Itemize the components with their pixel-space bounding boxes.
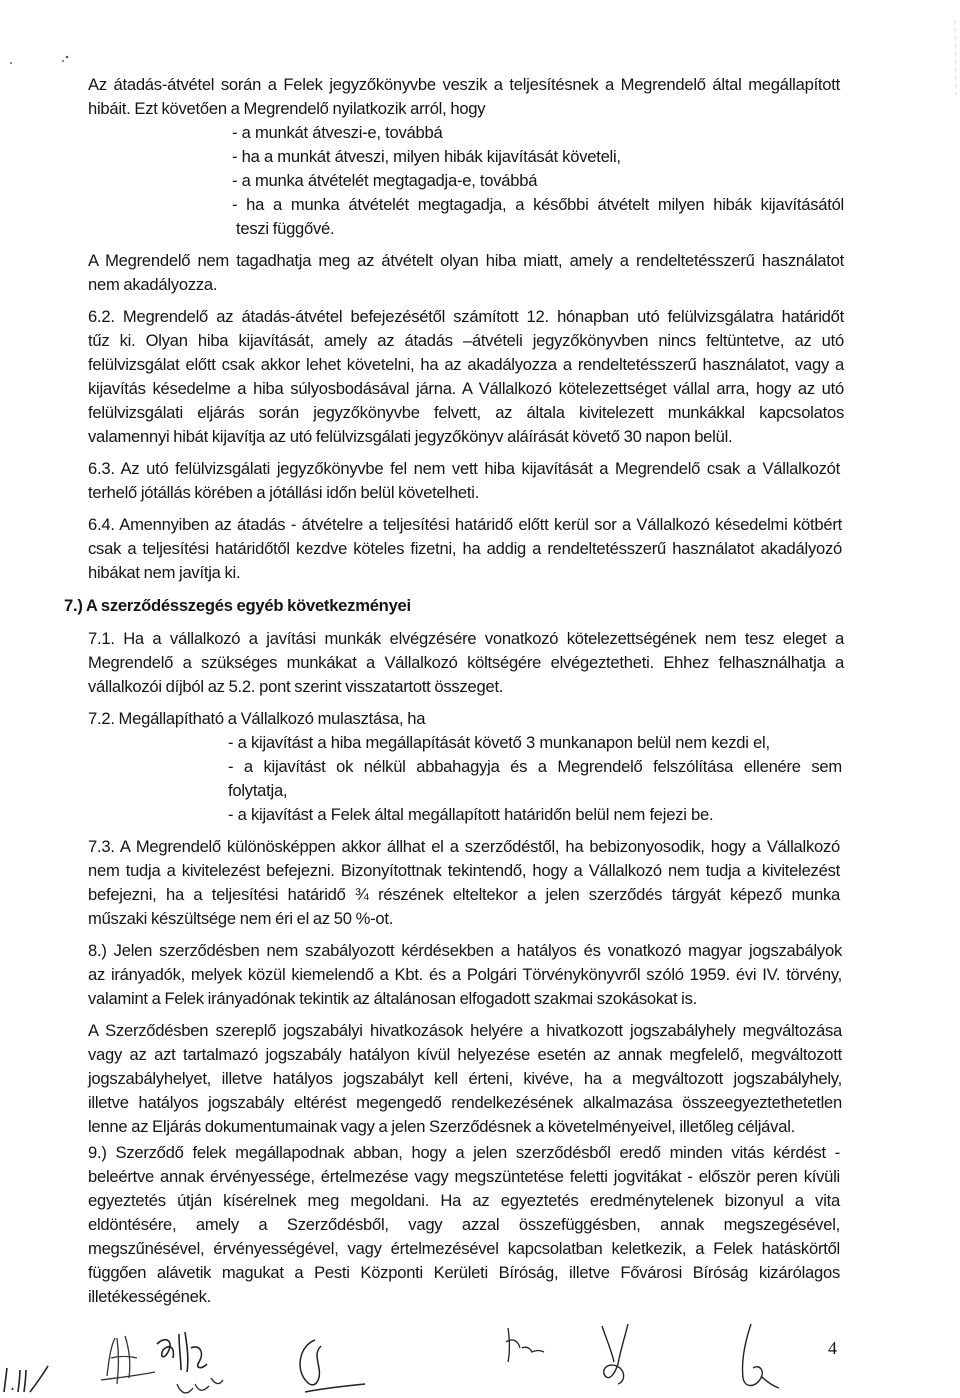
page-number: 4 xyxy=(828,1338,837,1358)
section-7-3-line-1: 7.3. A Megrendelő különösképpen akkor állhat el a szerződéstől, ha bebizonyosodik, hogy a Vállalkozó xyxy=(88,837,840,856)
section-8b-line-4: illetve hatályos jogszabály eltérést megengedő rendelkezésének alkalmazása összeegyeztethetetlen xyxy=(88,1093,842,1112)
signature-1 xyxy=(95,1318,235,1398)
section-8b-line-2: vagy az azt tartalmazó jogszabály hatályon kívül helyezése esetén az annak megfelelő, megváltozott xyxy=(88,1045,842,1064)
section-8-line-3: valamint a Felek irányadónak tekintik az általánosan elfogadott szakmai szokásokat is. xyxy=(88,989,698,1008)
signature-5 xyxy=(725,1318,785,1394)
section-8b-line-1: A Szerződésben szereplő jogszabályi hivatkozások helyére a hivatkozott jogszabályhely megváltozása xyxy=(88,1021,842,1040)
intro-bullet-1: - a munkát átveszi-e, továbbá xyxy=(232,123,443,142)
section-7-1-line-3: vállalkozói díjból az 5.2. pont szerint visszatartott összeget. xyxy=(88,677,504,696)
intro-bullet-3: - a munka átvételét megtagadja-e, továbbá xyxy=(232,171,538,190)
initials-margin xyxy=(0,1362,60,1398)
section-7-2-bullet-3: - a kijavítást a Felek által megállapított határidőn belül nem fejezi be. xyxy=(228,805,714,824)
section-9-line-2: beleértve annak érvényessége, értelmezése vagy megszüntetése feletti jogvitákat - először peren kívüli xyxy=(88,1167,840,1186)
section-8-line-1: 8.) Jelen szerződésben nem szabályozott kérdésekben a hatályos és vonatkozó magyar jogszabályok xyxy=(88,941,842,960)
section-6-2-line-5: felülvizsgálati eljárás során jegyzőkönyvbe felvett, az általa kivitelezett munkákkal kapcsolatos xyxy=(88,403,844,422)
section-6-2-line-1: 6.2. Megrendelő az átadás-átvétel befejezésétől számított 12. hónapban utó felülvizsgálatra határidőt xyxy=(88,307,844,326)
section-7-2-bullet-1: - a kijavítást a hiba megállapítását követő 3 munkanapon belül nem kezdi el, xyxy=(228,733,770,752)
intro-line-2: hibáit. Ezt követően a Megrendelő nyilatkozik arról, hogy xyxy=(88,99,486,118)
section-9-line-7: illetékességének. xyxy=(88,1287,212,1306)
section-8b-line-3: jogszabályhelyet, illetve hatályos jogszabályt kell érteni, kivéve, ha a megváltozott jogszabályhely, xyxy=(88,1069,842,1088)
signature-4 xyxy=(590,1318,650,1388)
section-9-line-4: eldöntésére, amely a Szerződésből, vagy azzal összefüggésben, annak megszegésével, xyxy=(88,1215,840,1234)
intro-bullet-4-line-1: - ha a munka átvételét megtagadja, a későbbi átvételt milyen hibák kijavításától xyxy=(232,195,844,214)
intro-line-1: Az átadás-átvétel során a Felek jegyzőkönyvbe veszik a teljesítésnek a Megrendelő által megállapított xyxy=(88,75,840,94)
no-refuse-line-1: A Megrendelő nem tagadhatja meg az átvételt olyan hiba miatt, amely a rendeltetésszerű használatot xyxy=(88,251,844,270)
intro-bullet-2: - ha a munkát átveszi, milyen hibák kijavítását követeli, xyxy=(232,147,621,166)
section-7-1-line-1: 7.1. Ha a vállalkozó a javítási munkák elvégzésére vonatkozó kötelezettségének nem tesz eleget a xyxy=(88,629,844,648)
section-6-2-line-6: valamennyi hibát kijavítja az utó felülvizsgálati jegyzőkönyv aláírását követő 30 napon belül. xyxy=(88,427,733,446)
scan-speck-marks xyxy=(0,50,80,80)
section-6-2-line-3: felülvizsgálat előtt csak akkor lehet követelni, ha az akadályozza a rendeltetésszerű használatot, vagy a xyxy=(88,355,844,374)
section-7-3-line-2: nem tudja a kivitelezést befejezni. Bizonyítottnak tekintendő, hogy a Vállalkozó nem tudja a kivitelezést xyxy=(88,861,840,880)
section-8b-line-5: lenne az Eljárás dokumentumainak vagy a jelen Szerződésnek a követelményeivel, illetőleg céljával. xyxy=(88,1117,795,1136)
no-refuse-line-2: nem akadályozza. xyxy=(88,275,218,294)
section-9-line-1: 9.) Szerződő felek megállapodnak abban, hogy a jelen szerződésből eredő minden vitás kérdést - xyxy=(88,1143,840,1162)
section-6-2-line-4: kijavítás késedelme a hiba súlyosbodásával járna. A Vállalkozó kötelezettséget vállal arra, hogy az utó xyxy=(88,379,844,398)
section-8-line-2: az irányadók, melyek közül kiemelendő a Kbt. és a Polgári Törvénykönyvről szóló 1959. évi IV. törvény, xyxy=(88,965,842,984)
section-6-4-line-3: hibákat nem javítja ki. xyxy=(88,563,241,582)
section-6-4-line-2: csak a teljesítési határidőtől kezdve köteles fizetni, ha addig a rendeltetésszerű használatot akadályozó xyxy=(88,539,842,558)
section-7-3-line-3: befejezni, ha a teljesítési határidő ¾ részének elteltekor a jelen szerződés tárgyát képező munka xyxy=(88,885,840,904)
section-6-4-line-1: 6.4. Amennyiben az átadás - átvételre a teljesítési határidő előtt kerül sor a Vállalkozó késedelmi kötbért xyxy=(88,515,842,534)
section-7-3-line-4: műszaki készültsége nem éri el az 50 %-ot. xyxy=(88,909,394,928)
section-7-1-line-2: Megrendelő a szükséges munkákat a Vállalkozó költségére elvégeztetheti. Ehhez felhasználhatja a xyxy=(88,653,844,672)
section-7-2-bullet-2-line-1: - a kijavítást ok nélkül abbahagyja és a Megrendelő felszólítása ellenére sem xyxy=(228,757,842,776)
section-6-3-line-2: terhelő jótállás körében a jótállási időn belül követelheti. xyxy=(88,483,480,502)
section-9-line-6: függően alávetik magukat a Pesti Központi Kerületi Bíróság, illetve Fővárosi Bíróság kizárólagos xyxy=(88,1263,840,1282)
intro-bullet-4-line-2: teszi függővé. xyxy=(236,219,335,238)
section-9-line-3: egyeztetés útján kísérelnek meg megoldani. Ha az egyeztetés eredménytelenek bizonyul a vita xyxy=(88,1191,840,1210)
section-7-2-bullet-2-line-2: folytatja, xyxy=(228,781,288,800)
section-6-3-line-1: 6.3. Az utó felülvizsgálati jegyzőkönyvbe fel nem vett hiba kijavítását a Megrendelő csak a Vállalkozót xyxy=(88,459,840,478)
signature-2 xyxy=(285,1322,375,1398)
section-9-line-5: megszűnésével, érvényességével, vagy értelmezésével kapcsolatban keletkezik, a Felek hatáskörtől xyxy=(88,1239,840,1258)
section-7-2-heading: 7.2. Megállapítható a Vállalkozó mulasztása, ha xyxy=(88,709,426,728)
section-7-heading: 7.) A szerződésszegés egyéb következményei xyxy=(64,596,411,615)
scan-edge-marks xyxy=(945,20,960,100)
signature-3 xyxy=(500,1318,560,1368)
section-6-2-line-2: tűz ki. Olyan hiba kijavítását, amely az átadás –átvételi jegyzőkönyvben nincs feltüntetve, az utó xyxy=(88,331,844,350)
